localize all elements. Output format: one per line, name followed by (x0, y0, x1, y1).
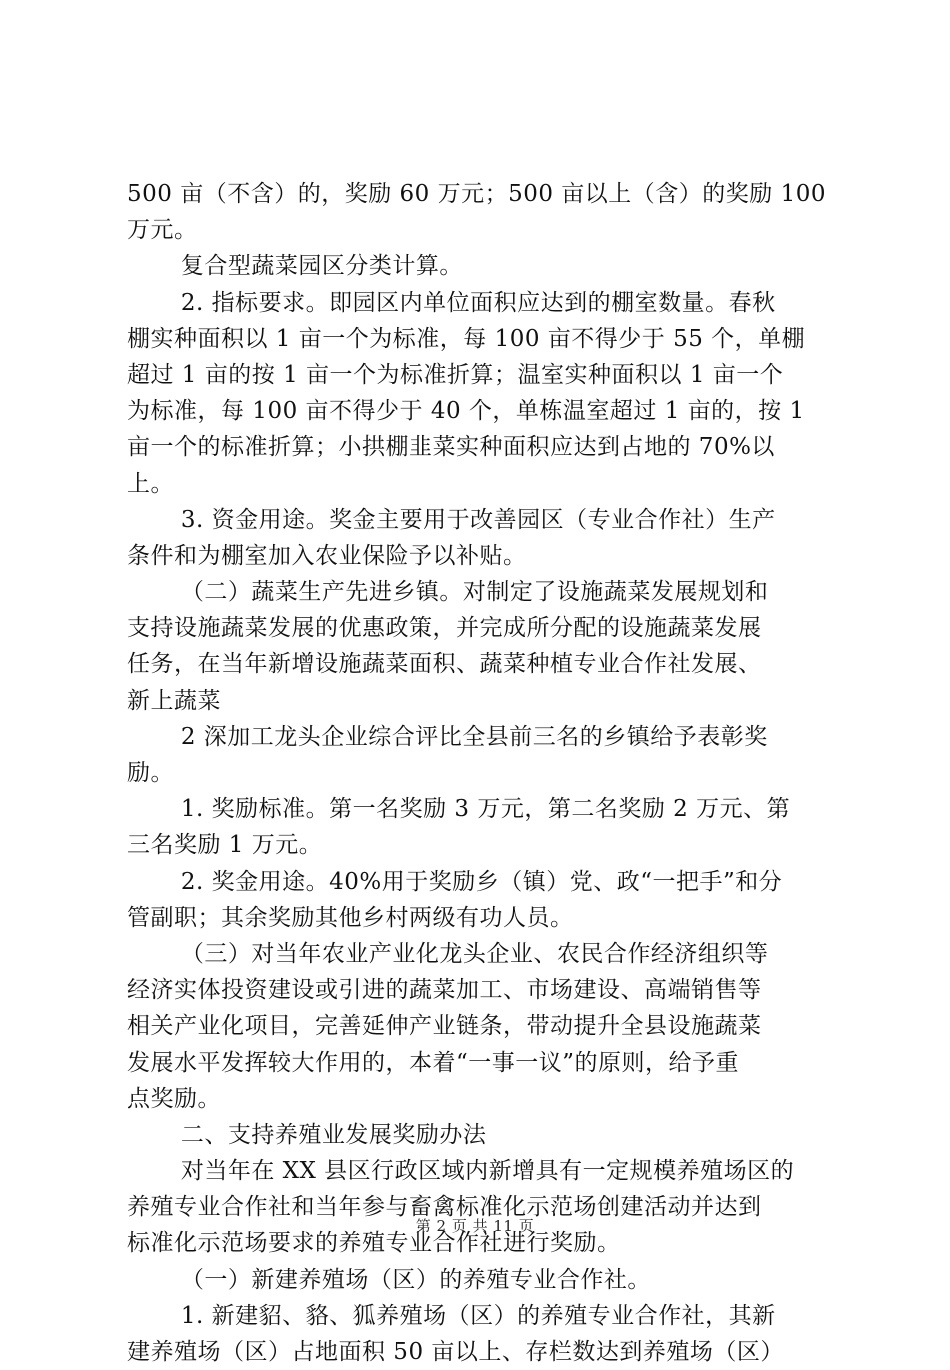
text-line: 养殖专业合作社和当年参与畜禽标准化示范场创建活动并达到 (127, 1194, 762, 1221)
text-line: （一）新建养殖场（区）的养殖专业合作社。 (180, 1266, 651, 1293)
text-line: 任务，在当年新增设施蔬菜面积、蔬菜种植专业合作社发展、 (127, 651, 762, 678)
text-line: 对当年在 XX 县区行政区域内新增具有一定规模养殖场区的 (180, 1158, 795, 1185)
text-line: 1. 新建貂、貉、狐养殖场（区）的养殖专业合作社，其新 (180, 1302, 776, 1329)
text-line: 管副职；其余奖励其他乡村两级有功人员。 (127, 904, 574, 931)
text-line: 1. 奖励标准。第一名奖励 3 万元，第二名奖励 2 万元、第 (180, 796, 791, 823)
text-line: 新上蔬菜 (127, 687, 221, 714)
text-line: 二、支持养殖业发展奖励办法 (180, 1121, 487, 1148)
text-line: 相关产业化项目，完善延伸产业链条，带动提升全县设施蔬菜 (127, 1013, 762, 1040)
text-line: 标准化示范场要求的养殖专业合作社进行奖励。 (127, 1230, 621, 1257)
text-line: 超过 1 亩的按 1 亩一个为标准折算；温室实种面积以 1 亩一个 (127, 361, 784, 388)
text-line: 2. 奖金用途。40%用于奖励乡（镇）党、政“一把手”和分 (180, 868, 783, 895)
text-line: 励。 (127, 760, 174, 786)
text-line: 3. 资金用途。奖金主要用于改善园区（专业合作社）生产 (180, 506, 776, 533)
text-line: 2 深加工龙头企业综合评比全县前三名的乡镇给予表彰奖 (180, 723, 768, 750)
text-line: （二）蔬菜生产先进乡镇。对制定了设施蔬菜发展规划和 (180, 579, 769, 606)
text-line: 棚实种面积以 1 亩一个为标准，每 100 亩不得少于 55 个，单棚 (127, 325, 806, 352)
text-line: 发展水平发挥较大作用的，本着“一事一议”的原则，给予重 (127, 1049, 740, 1076)
text-line: 建养殖场（区）占地面积 50 亩以上、存栏数达到养殖场（区） (127, 1339, 784, 1365)
text-line: 条件和为棚室加入农业保险予以补贴。 (127, 542, 527, 569)
text-line: 500 亩（不含）的，奖励 60 万元；500 亩以上（含）的奖励 100 (127, 181, 827, 207)
text-line: 三名奖励 1 万元。 (127, 832, 323, 859)
text-line: 复合型蔬菜园区分类计算。 (180, 253, 463, 280)
text-line: 经济实体投资建设或引进的蔬菜加工、市场建设、高端销售等 (127, 977, 762, 1004)
text-line: 为标准，每 100 亩不得少于 40 个，单栋温室超过 1 亩的，按 1 (127, 398, 805, 425)
text-line: （三）对当年农业产业化龙头企业、农民合作经济组织等 (180, 940, 769, 967)
page-footer: 第 2 页 共 11 页 (415, 1217, 535, 1235)
text-line: 万元。 (127, 217, 198, 244)
text-line: 上。 (127, 470, 174, 497)
text-line: 支持设施蔬菜发展的优惠政策，并完成所分配的设施蔬菜发展 (127, 615, 762, 642)
text-line: 点奖励。 (127, 1085, 221, 1112)
text-line: 亩一个的标准折算；小拱棚韭菜实种面积应达到占地的 70%以 (127, 434, 775, 461)
text-line: 2. 指标要求。即园区内单位面积应达到的棚室数量。春秋 (180, 289, 776, 316)
document-body (127, 176, 837, 1370)
